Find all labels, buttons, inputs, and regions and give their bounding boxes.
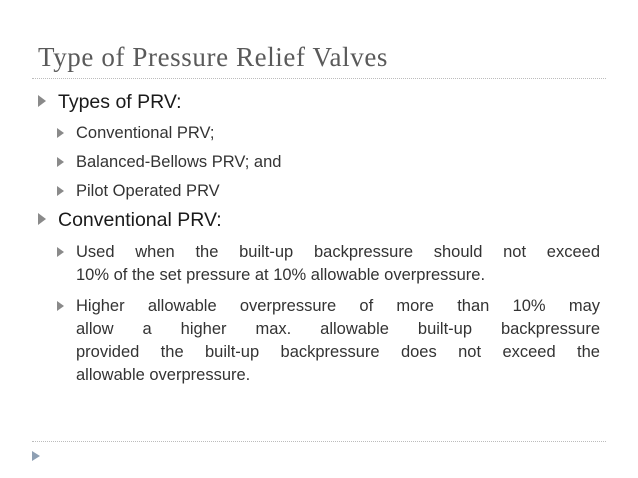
triangle-footer-mark-icon [32, 451, 40, 461]
list-item: Balanced-Bellows PRV; and [76, 153, 282, 171]
triangle-bullet-icon [57, 186, 64, 196]
paragraph-line: allowable overpressure. [76, 366, 251, 384]
triangle-bullet-icon [57, 301, 64, 311]
triangle-bullet-icon [38, 95, 46, 107]
slide-title: Type of Pressure Relief Valves [38, 42, 389, 72]
paragraph-line: provided the built-up backpressure does not exceed the [76, 343, 600, 361]
list-item: Pilot Operated PRV [76, 182, 220, 200]
paragraph-line: allow a higher max. allowable built-up backpressure [76, 320, 600, 338]
list-item-paragraph [76, 295, 600, 387]
title-divider [32, 78, 606, 79]
section-heading-conventional: Conventional PRV: [58, 209, 222, 231]
triangle-bullet-icon [57, 157, 64, 167]
list-item: Conventional PRV; [76, 124, 215, 142]
list-item-paragraph [76, 241, 600, 287]
paragraph-line: 10% of the set pressure at 10% allowable overpressure. [76, 266, 486, 284]
section-heading-types: Types of PRV: [58, 91, 182, 113]
triangle-bullet-icon [38, 213, 46, 225]
footer-divider [32, 441, 606, 442]
triangle-bullet-icon [57, 247, 64, 257]
paragraph-line: Higher allowable overpressure of more than 10% may [76, 297, 600, 315]
triangle-bullet-icon [57, 128, 64, 138]
paragraph-line: Used when the built-up backpressure should not exceed [76, 243, 600, 261]
